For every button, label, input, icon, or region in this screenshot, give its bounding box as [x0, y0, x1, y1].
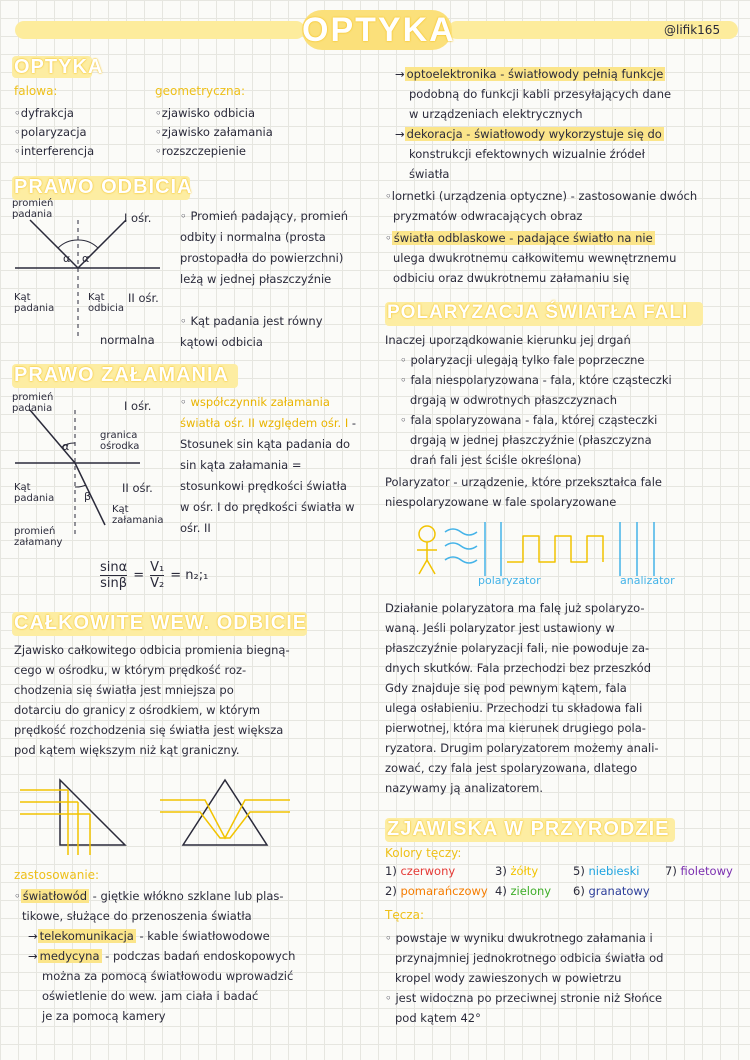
title-bar-left — [15, 21, 305, 39]
medycyna-text: można za pomocą światłowodu wprowadzić oświetlenie do wew. jam ciała i badać je za pomocą kamery — [42, 969, 294, 1023]
alpha-label: α — [63, 252, 71, 265]
color-number: 5) — [573, 864, 589, 878]
tecza-1: ◦ powstaje w wyniku dwukrotnego załamania i przynajmniej jednokrotnego odbicia światła od kropel wody zawieszonych w powietrzu — [385, 931, 664, 985]
zalamanie-heading: PRAWO ZAŁAMANIA — [14, 364, 229, 386]
promien-zalamany-label: promień załamany — [14, 526, 63, 548]
alpha-label: α — [82, 252, 90, 265]
color-name: fioletowy — [680, 864, 733, 878]
fraction-right: $\frac{\text{V₁}}{\text{V₂}}$ — [150, 560, 165, 591]
polaryzator-label: polaryzator — [478, 574, 541, 587]
kat-zalamania-label: Kąt załamania — [112, 504, 164, 526]
swiatlowod-line-2: tikowe, służące do przenoszenia światła — [22, 909, 252, 923]
color-number: 2) — [385, 884, 401, 898]
polaryzacja-heading: POLARYZACJA ŚWIATŁA FALI — [387, 302, 689, 323]
rainbow-color-item — [495, 864, 538, 878]
snell-formula — [100, 560, 208, 591]
tecza-label: Tęcza: — [385, 908, 425, 922]
color-name: granatowy — [588, 884, 650, 898]
equals-sign: = — [133, 568, 145, 583]
beta-label: β — [84, 490, 92, 503]
zastosowanie-label: zastosowanie: — [14, 868, 100, 882]
color-name: niebieski — [588, 864, 640, 878]
color-number: 7) — [665, 864, 681, 878]
granica-label: granica ośrodka — [100, 430, 140, 452]
analizator-label: analizator — [620, 574, 675, 587]
color-number: 1) — [385, 864, 401, 878]
polaryzator-def: Polaryzator - urządzenie, które przekształca fale niespolaryzowane w fale spolaryzowane — [385, 475, 662, 509]
dekoracja-block: → dekoracja - światłowody wykorzystuje się do konstrukcji efektownych wizualnie źródeł światła — [395, 127, 662, 181]
list-item: ◦ dyfrakcja — [14, 104, 94, 123]
list-item: ◦ interferencja — [14, 142, 94, 161]
kat-padania-label: Kąt padania — [14, 482, 55, 504]
rainbow-color-item — [385, 864, 455, 878]
swiatla-block: ◦ światła odblaskowe - padające światło na nie ulega dwukrotnemu całkowitemu wewnętrznemu odbiciu oraz dwukrotnemu załamaniu się — [385, 231, 677, 285]
osr2-label: II ośr. — [128, 291, 159, 305]
swiatlowod-line: ◦ światłowód - giętkie włókno szklane lub plas- — [14, 889, 284, 903]
promien-label: promień padania — [12, 198, 54, 220]
osr1-label: I ośr. — [124, 211, 152, 225]
tecza-2: ◦ jest widoczna po przeciwnej stronie niż Słońce pod kątem 42° — [385, 991, 663, 1025]
polarization-diagram — [405, 520, 705, 580]
zalamanie-text: ◦ współczynnik załamania światła ośr. II względem ośr. I - Stosunek sin kąta padania do sin kąta załamania = stosunkowi prędkości światła w ośr. I do prędkości światła w ośr. II — [180, 395, 357, 535]
color-number: 6) — [573, 884, 589, 898]
rainbow-color-item — [495, 884, 551, 898]
odbicie-point-1: ◦ Promień padający, promień odbity i normalna (prosta prostopadła do powierzchni) leżą w jednej płaszczyźnie — [180, 209, 349, 286]
color-number: 3) — [495, 864, 511, 878]
polaryzacja-paragraph: Działanie polaryzatora ma falę już spolaryzo- waną. Jeśli polaryzator jest ustawiony w płaszczyźnie polaryzacji fali, nie powoduje za- dnych skutków. Fala przechodzi bez przeszkód Gdy znajduje się pod pewnym kątem, fala ulega osłabieniu. Przechodzi tu składowa fali pierwotnej, która ma kierunek drugiego pola- ryzatora. Drugim polaryzatorem możemy anali- zować, czy fala jest spolaryzowana, dlatego nazywamy ją analizatorem. — [385, 601, 659, 795]
falowa-label: falowa: — [14, 84, 58, 98]
odbicie-point-2: ◦ Kąt padania jest równy kątowi odbicia — [180, 314, 323, 349]
color-name: zielony — [510, 884, 552, 898]
formula-result: = n₂;₁ — [170, 568, 209, 583]
color-name: pomarańczowy — [400, 884, 488, 898]
calkowite-heading: CAŁKOWITE WEW. ODBICIE — [14, 612, 308, 634]
page-title: OPTYKA — [302, 11, 456, 49]
zalamanie-highlight: współczynnik załamania światła ośr. II względem ośr. I — [180, 395, 349, 430]
medycyna-line: → medycyna - podczas badań endoskopowych — [28, 949, 296, 963]
geometryczna-label: geometryczna: — [155, 84, 246, 98]
falowa-list — [14, 104, 94, 161]
rainbow-color-item — [665, 864, 733, 878]
promien-label: promień padania — [12, 392, 54, 414]
color-number: 4) — [495, 884, 511, 898]
kat-odbicia-label: Kąt odbicia — [88, 292, 124, 314]
rainbow-color-item — [573, 864, 639, 878]
list-item: ◦ zjawisko odbicia — [155, 104, 273, 123]
list-item: ◦ rozszczepienie — [155, 142, 273, 161]
polaryzacja-intro: Inaczej uporządkowanie kierunku jej drgań — [385, 333, 631, 347]
polaryzacja-b3: ◦ fala spolaryzowana - fala, której cząsteczki drgają w jednej płaszczyźnie (płaszczyzna drań fali jest ściśle określona) — [400, 413, 658, 467]
odbicie-heading: PRAWO ODBICIA — [14, 176, 193, 198]
fraction-left: $\frac{\sin\alpha}{\sin\beta}$ — [100, 560, 128, 591]
light-source-icon — [419, 526, 435, 542]
lornetki-block: ◦lornetki (urządzenia optyczne) - zastosowanie dwóch pryzmatów odwracających obraz — [385, 189, 698, 223]
normalna-label: normalna — [100, 333, 155, 347]
osr1-label: I ośr. — [124, 399, 152, 413]
telekom-line: → telekomunikacja - kable światłowodowe — [28, 929, 270, 943]
polaryzacja-b2: ◦ fala niespolaryzowana - fala, które cząsteczki drgają w odwrotnych płaszczyznach — [400, 373, 672, 407]
author-handle: @lifik165 — [660, 23, 724, 37]
zjawiska-heading: ZJAWISKA W PRZYRODZIE — [387, 818, 670, 840]
alpha-label: α — [62, 440, 70, 453]
prism-diagrams — [20, 770, 340, 860]
opto-block: → optoelektronika - światłowody pełnią funkcje podobną do funkcji kabli przesyłających dane w urządzeniach elektrycznych — [395, 67, 672, 121]
kolory-label: Kolory tęczy: — [385, 846, 462, 860]
color-name: żółty — [510, 864, 539, 878]
kat-padania-label: Kąt padania — [14, 292, 55, 314]
polaryzacja-b1: ◦ polaryzacji ulegają tylko fale poprzeczne — [400, 353, 645, 367]
rainbow-color-item — [385, 884, 488, 898]
geometryczna-list — [155, 104, 273, 161]
list-item: ◦ zjawisko załamania — [155, 123, 273, 142]
osr2-label: II ośr. — [122, 481, 153, 495]
list-item: ◦ polaryzacja — [14, 123, 94, 142]
color-name: czerwony — [400, 864, 456, 878]
rainbow-color-item — [573, 884, 650, 898]
rainbow-colors — [385, 864, 745, 910]
optyka-heading: OPTYKA — [14, 56, 104, 78]
calkowite-text: Zjawisko całkowitego odbicia promienia biegną- cego w ośrodku, w którym prędkość roz- chodzenia się światła jest mniejsza po dotarciu do granicy z ośrodkiem, w którym prędkość rozchodzenia się światła jest większa pod kątem większym niż kąt graniczny. — [14, 643, 290, 757]
